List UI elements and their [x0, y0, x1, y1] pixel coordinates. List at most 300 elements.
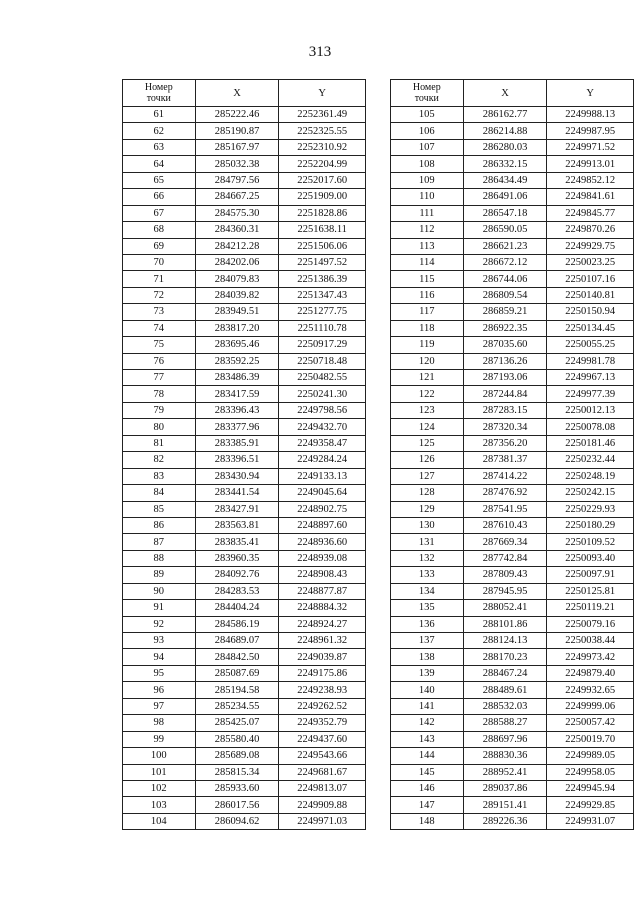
x-coordinate-cell: 289226.36 — [463, 813, 547, 829]
y-coordinate-cell: 2250232.44 — [547, 452, 634, 468]
y-coordinate-cell: 2250093.40 — [547, 550, 634, 566]
table-row — [391, 550, 634, 566]
table-row — [123, 123, 366, 139]
y-coordinate-cell: 2251638.11 — [279, 222, 366, 238]
point-number-cell: 134 — [391, 583, 464, 599]
x-coordinate-cell: 286859.21 — [463, 304, 547, 320]
y-coordinate-cell: 2249852.12 — [547, 172, 634, 188]
x-coordinate-cell: 283377.96 — [195, 419, 279, 435]
x-coordinate-cell: 283385.91 — [195, 435, 279, 451]
x-coordinate-cell: 288052.41 — [463, 600, 547, 616]
x-coordinate-cell: 286332.15 — [463, 156, 547, 172]
point-number-cell: 102 — [123, 780, 196, 796]
point-number-cell: 101 — [123, 764, 196, 780]
y-coordinate-cell: 2248939.08 — [279, 550, 366, 566]
x-coordinate-cell: 289037.86 — [463, 780, 547, 796]
y-coordinate-cell: 2249798.56 — [279, 402, 366, 418]
x-coordinate-cell: 288489.61 — [463, 682, 547, 698]
x-coordinate-cell: 284667.25 — [195, 189, 279, 205]
x-coordinate-cell: 285190.87 — [195, 123, 279, 139]
table-row — [123, 468, 366, 484]
table-row — [123, 254, 366, 270]
point-number-cell: 115 — [391, 271, 464, 287]
y-coordinate-cell: 2249262.52 — [279, 698, 366, 714]
table-row — [391, 665, 634, 681]
y-coordinate-cell: 2249971.03 — [279, 813, 366, 829]
x-coordinate-cell: 288830.36 — [463, 748, 547, 764]
point-number-cell: 104 — [123, 813, 196, 829]
point-number-cell: 91 — [123, 600, 196, 616]
point-number-cell: 79 — [123, 402, 196, 418]
table-row — [123, 205, 366, 221]
point-number-cell: 143 — [391, 731, 464, 747]
y-coordinate-cell: 2248936.60 — [279, 534, 366, 550]
y-coordinate-cell: 2249977.39 — [547, 386, 634, 402]
y-coordinate-cell: 2249931.07 — [547, 813, 634, 829]
header-x: X — [195, 80, 279, 107]
point-number-cell: 130 — [391, 517, 464, 533]
x-coordinate-cell: 287945.95 — [463, 583, 547, 599]
x-coordinate-cell: 283563.81 — [195, 517, 279, 533]
y-coordinate-cell: 2249973.42 — [547, 649, 634, 665]
table-row — [123, 764, 366, 780]
table-row — [123, 633, 366, 649]
table-row — [123, 731, 366, 747]
y-coordinate-cell: 2250150.94 — [547, 304, 634, 320]
y-coordinate-cell: 2249967.13 — [547, 370, 634, 386]
y-coordinate-cell: 2249879.40 — [547, 665, 634, 681]
y-coordinate-cell: 2252204.99 — [279, 156, 366, 172]
x-coordinate-cell: 286094.62 — [195, 813, 279, 829]
y-coordinate-cell: 2248884.32 — [279, 600, 366, 616]
table-row — [391, 254, 634, 270]
table-row — [123, 534, 366, 550]
table-row — [391, 386, 634, 402]
point-number-cell: 78 — [123, 386, 196, 402]
y-coordinate-cell: 2250057.42 — [547, 715, 634, 731]
point-number-cell: 62 — [123, 123, 196, 139]
x-coordinate-cell: 284586.19 — [195, 616, 279, 632]
y-coordinate-cell: 2249284.24 — [279, 452, 366, 468]
y-coordinate-cell: 2250078.08 — [547, 419, 634, 435]
x-coordinate-cell: 287136.26 — [463, 353, 547, 369]
y-coordinate-cell: 2248902.75 — [279, 501, 366, 517]
x-coordinate-cell: 286672.12 — [463, 254, 547, 270]
x-coordinate-cell: 285815.34 — [195, 764, 279, 780]
x-coordinate-cell: 286214.88 — [463, 123, 547, 139]
table-row — [391, 600, 634, 616]
point-number-cell: 123 — [391, 402, 464, 418]
y-coordinate-cell: 2250079.16 — [547, 616, 634, 632]
point-number-cell: 109 — [391, 172, 464, 188]
x-coordinate-cell: 289151.41 — [463, 797, 547, 813]
table-row — [391, 731, 634, 747]
header-point-number: Номер точки — [391, 80, 464, 107]
x-coordinate-cell: 286547.18 — [463, 205, 547, 221]
y-coordinate-cell: 2250119.21 — [547, 600, 634, 616]
y-coordinate-cell: 2251277.75 — [279, 304, 366, 320]
x-coordinate-cell: 285933.60 — [195, 780, 279, 796]
point-number-cell: 140 — [391, 682, 464, 698]
x-coordinate-cell: 285087.69 — [195, 665, 279, 681]
y-coordinate-cell: 2249929.85 — [547, 797, 634, 813]
y-coordinate-cell: 2249437.60 — [279, 731, 366, 747]
y-coordinate-cell: 2248961.32 — [279, 633, 366, 649]
table-row — [123, 550, 366, 566]
y-coordinate-cell: 2249932.65 — [547, 682, 634, 698]
x-coordinate-cell: 283949.51 — [195, 304, 279, 320]
x-coordinate-cell: 288467.24 — [463, 665, 547, 681]
y-coordinate-cell: 2249543.66 — [279, 748, 366, 764]
point-number-cell: 80 — [123, 419, 196, 435]
x-coordinate-cell: 285167.97 — [195, 139, 279, 155]
y-coordinate-cell: 2249352.79 — [279, 715, 366, 731]
table-row — [391, 205, 634, 221]
x-coordinate-cell: 288170.23 — [463, 649, 547, 665]
table-row — [391, 419, 634, 435]
x-coordinate-cell: 287356.20 — [463, 435, 547, 451]
x-coordinate-cell: 286434.49 — [463, 172, 547, 188]
y-coordinate-cell: 2248897.60 — [279, 517, 366, 533]
point-number-cell: 68 — [123, 222, 196, 238]
point-number-cell: 73 — [123, 304, 196, 320]
x-coordinate-cell: 288532.03 — [463, 698, 547, 714]
x-coordinate-cell: 286017.56 — [195, 797, 279, 813]
x-coordinate-cell: 286809.54 — [463, 287, 547, 303]
table-row — [391, 139, 634, 155]
x-coordinate-cell: 283835.41 — [195, 534, 279, 550]
table-row — [391, 616, 634, 632]
table-row — [391, 452, 634, 468]
point-number-cell: 96 — [123, 682, 196, 698]
table-row — [123, 353, 366, 369]
table-row — [123, 501, 366, 517]
x-coordinate-cell: 284404.24 — [195, 600, 279, 616]
x-coordinate-cell: 284797.56 — [195, 172, 279, 188]
y-coordinate-cell: 2250097.91 — [547, 567, 634, 583]
point-number-cell: 133 — [391, 567, 464, 583]
table-row — [123, 485, 366, 501]
x-coordinate-cell: 283417.59 — [195, 386, 279, 402]
table-row — [391, 534, 634, 550]
y-coordinate-cell: 2249988.13 — [547, 107, 634, 123]
x-coordinate-cell: 284079.83 — [195, 271, 279, 287]
table-row — [123, 698, 366, 714]
table-row — [391, 517, 634, 533]
table-row — [123, 649, 366, 665]
y-coordinate-cell: 2250242.15 — [547, 485, 634, 501]
x-coordinate-cell: 284212.28 — [195, 238, 279, 254]
table-row — [123, 402, 366, 418]
table-row — [123, 517, 366, 533]
point-number-cell: 112 — [391, 222, 464, 238]
x-coordinate-cell: 284842.50 — [195, 649, 279, 665]
x-coordinate-cell: 286491.06 — [463, 189, 547, 205]
point-number-cell: 92 — [123, 616, 196, 632]
table-row — [123, 715, 366, 731]
table-row — [391, 764, 634, 780]
point-number-cell: 84 — [123, 485, 196, 501]
y-coordinate-cell: 2249841.61 — [547, 189, 634, 205]
y-coordinate-cell: 2249045.64 — [279, 485, 366, 501]
point-number-cell: 131 — [391, 534, 464, 550]
table-row — [123, 780, 366, 796]
x-coordinate-cell: 284092.76 — [195, 567, 279, 583]
y-coordinate-cell: 2249133.13 — [279, 468, 366, 484]
x-coordinate-cell: 285194.58 — [195, 682, 279, 698]
y-coordinate-cell: 2250180.29 — [547, 517, 634, 533]
x-coordinate-cell: 284689.07 — [195, 633, 279, 649]
y-coordinate-cell: 2249958.05 — [547, 764, 634, 780]
y-coordinate-cell: 2250019.70 — [547, 731, 634, 747]
y-coordinate-cell: 2250107.16 — [547, 271, 634, 287]
point-number-cell: 141 — [391, 698, 464, 714]
x-coordinate-cell: 283592.25 — [195, 353, 279, 369]
coordinates-table-right — [390, 79, 634, 830]
coordinates-table-left — [122, 79, 366, 830]
table-row — [123, 320, 366, 336]
y-coordinate-cell: 2251497.52 — [279, 254, 366, 270]
table-header-row — [123, 80, 366, 107]
table-row — [123, 435, 366, 451]
y-coordinate-cell: 2249813.07 — [279, 780, 366, 796]
y-coordinate-cell: 2250140.81 — [547, 287, 634, 303]
y-coordinate-cell: 2250917.29 — [279, 337, 366, 353]
table-row — [391, 320, 634, 336]
point-number-cell: 70 — [123, 254, 196, 270]
point-number-cell: 71 — [123, 271, 196, 287]
table-row — [391, 468, 634, 484]
x-coordinate-cell: 287414.22 — [463, 468, 547, 484]
point-number-cell: 103 — [123, 797, 196, 813]
table-row — [391, 370, 634, 386]
x-coordinate-cell: 285425.07 — [195, 715, 279, 731]
table-row — [391, 353, 634, 369]
y-coordinate-cell: 2249971.52 — [547, 139, 634, 155]
table-row — [123, 337, 366, 353]
table-row — [123, 139, 366, 155]
x-coordinate-cell: 285222.46 — [195, 107, 279, 123]
point-number-cell: 113 — [391, 238, 464, 254]
x-coordinate-cell: 287669.34 — [463, 534, 547, 550]
table-row — [391, 649, 634, 665]
point-number-cell: 116 — [391, 287, 464, 303]
point-number-cell: 122 — [391, 386, 464, 402]
point-number-cell: 74 — [123, 320, 196, 336]
y-coordinate-cell: 2249238.93 — [279, 682, 366, 698]
point-number-cell: 67 — [123, 205, 196, 221]
y-coordinate-cell: 2249358.47 — [279, 435, 366, 451]
y-coordinate-cell: 2249987.95 — [547, 123, 634, 139]
table-row — [123, 189, 366, 205]
y-coordinate-cell: 2251828.86 — [279, 205, 366, 221]
y-coordinate-cell: 2248924.27 — [279, 616, 366, 632]
table-row — [391, 797, 634, 813]
x-coordinate-cell: 287381.37 — [463, 452, 547, 468]
point-number-cell: 148 — [391, 813, 464, 829]
y-coordinate-cell: 2249845.77 — [547, 205, 634, 221]
point-number-cell: 77 — [123, 370, 196, 386]
table-row — [391, 633, 634, 649]
table-row — [391, 271, 634, 287]
y-coordinate-cell: 2249175.86 — [279, 665, 366, 681]
x-coordinate-cell: 288588.27 — [463, 715, 547, 731]
point-number-cell: 114 — [391, 254, 464, 270]
table-row — [123, 419, 366, 435]
table-row — [391, 435, 634, 451]
point-number-cell: 64 — [123, 156, 196, 172]
point-number-cell: 137 — [391, 633, 464, 649]
point-number-cell: 111 — [391, 205, 464, 221]
x-coordinate-cell: 283695.46 — [195, 337, 279, 353]
table-row — [391, 172, 634, 188]
point-number-cell: 105 — [391, 107, 464, 123]
y-coordinate-cell: 2252017.60 — [279, 172, 366, 188]
point-number-cell: 66 — [123, 189, 196, 205]
y-coordinate-cell: 2249039.87 — [279, 649, 366, 665]
point-number-cell: 117 — [391, 304, 464, 320]
point-number-cell: 119 — [391, 337, 464, 353]
table-row — [123, 222, 366, 238]
y-coordinate-cell: 2250055.25 — [547, 337, 634, 353]
point-number-cell: 142 — [391, 715, 464, 731]
point-number-cell: 65 — [123, 172, 196, 188]
y-coordinate-cell: 2250023.25 — [547, 254, 634, 270]
point-number-cell: 97 — [123, 698, 196, 714]
point-number-cell: 144 — [391, 748, 464, 764]
x-coordinate-cell: 284283.53 — [195, 583, 279, 599]
point-number-cell: 139 — [391, 665, 464, 681]
point-number-cell: 126 — [391, 452, 464, 468]
point-number-cell: 94 — [123, 649, 196, 665]
point-number-cell: 118 — [391, 320, 464, 336]
table-row — [391, 222, 634, 238]
y-coordinate-cell: 2248908.43 — [279, 567, 366, 583]
x-coordinate-cell: 284039.82 — [195, 287, 279, 303]
table-row — [123, 238, 366, 254]
y-coordinate-cell: 2249981.78 — [547, 353, 634, 369]
table-row — [123, 748, 366, 764]
point-number-cell: 135 — [391, 600, 464, 616]
y-coordinate-cell: 2250241.30 — [279, 386, 366, 402]
table-row — [123, 172, 366, 188]
y-coordinate-cell: 2250109.52 — [547, 534, 634, 550]
x-coordinate-cell: 283396.43 — [195, 402, 279, 418]
x-coordinate-cell: 288697.96 — [463, 731, 547, 747]
header-y: Y — [547, 80, 634, 107]
point-number-cell: 106 — [391, 123, 464, 139]
point-number-cell: 69 — [123, 238, 196, 254]
x-coordinate-cell: 287320.34 — [463, 419, 547, 435]
y-coordinate-cell: 2249681.67 — [279, 764, 366, 780]
y-coordinate-cell: 2251110.78 — [279, 320, 366, 336]
point-number-cell: 89 — [123, 567, 196, 583]
point-number-cell: 146 — [391, 780, 464, 796]
table-header-row — [391, 80, 634, 107]
table-row — [391, 337, 634, 353]
point-number-cell: 120 — [391, 353, 464, 369]
x-coordinate-cell: 283441.54 — [195, 485, 279, 501]
x-coordinate-cell: 283430.94 — [195, 468, 279, 484]
table-row — [391, 189, 634, 205]
point-number-cell: 86 — [123, 517, 196, 533]
x-coordinate-cell: 287541.95 — [463, 501, 547, 517]
x-coordinate-cell: 288124.13 — [463, 633, 547, 649]
point-number-cell: 147 — [391, 797, 464, 813]
y-coordinate-cell: 2250248.19 — [547, 468, 634, 484]
table-row — [123, 107, 366, 123]
point-number-cell: 99 — [123, 731, 196, 747]
x-coordinate-cell: 287476.92 — [463, 485, 547, 501]
table-row — [123, 665, 366, 681]
table-row — [391, 485, 634, 501]
y-coordinate-cell: 2248877.87 — [279, 583, 366, 599]
table-row — [391, 682, 634, 698]
x-coordinate-cell: 286280.03 — [463, 139, 547, 155]
point-number-cell: 61 — [123, 107, 196, 123]
x-coordinate-cell: 283396.51 — [195, 452, 279, 468]
point-number-cell: 83 — [123, 468, 196, 484]
y-coordinate-cell: 2252325.55 — [279, 123, 366, 139]
point-number-cell: 95 — [123, 665, 196, 681]
y-coordinate-cell: 2249432.70 — [279, 419, 366, 435]
table-row — [391, 402, 634, 418]
y-coordinate-cell: 2251386.39 — [279, 271, 366, 287]
x-coordinate-cell: 284360.31 — [195, 222, 279, 238]
table-row — [391, 501, 634, 517]
point-number-cell: 129 — [391, 501, 464, 517]
table-row — [123, 583, 366, 599]
point-number-cell: 81 — [123, 435, 196, 451]
point-number-cell: 121 — [391, 370, 464, 386]
y-coordinate-cell: 2251347.43 — [279, 287, 366, 303]
point-number-cell: 90 — [123, 583, 196, 599]
point-number-cell: 88 — [123, 550, 196, 566]
x-coordinate-cell: 288952.41 — [463, 764, 547, 780]
point-number-cell: 128 — [391, 485, 464, 501]
y-coordinate-cell: 2250482.55 — [279, 370, 366, 386]
x-coordinate-cell: 284202.06 — [195, 254, 279, 270]
table-row — [391, 813, 634, 829]
x-coordinate-cell: 285580.40 — [195, 731, 279, 747]
point-number-cell: 124 — [391, 419, 464, 435]
table-row — [123, 813, 366, 829]
y-coordinate-cell: 2252310.92 — [279, 139, 366, 155]
x-coordinate-cell: 283960.35 — [195, 550, 279, 566]
table-row — [391, 715, 634, 731]
table-row — [391, 287, 634, 303]
table-row — [123, 567, 366, 583]
point-number-cell: 110 — [391, 189, 464, 205]
y-coordinate-cell: 2250134.45 — [547, 320, 634, 336]
y-coordinate-cell: 2249929.75 — [547, 238, 634, 254]
x-coordinate-cell: 287610.43 — [463, 517, 547, 533]
x-coordinate-cell: 287283.15 — [463, 402, 547, 418]
table-row — [391, 698, 634, 714]
point-number-cell: 132 — [391, 550, 464, 566]
table-row — [123, 370, 366, 386]
point-number-cell: 85 — [123, 501, 196, 517]
header-x: X — [463, 80, 547, 107]
x-coordinate-cell: 287244.84 — [463, 386, 547, 402]
header-y: Y — [279, 80, 366, 107]
x-coordinate-cell: 287809.43 — [463, 567, 547, 583]
y-coordinate-cell: 2250718.48 — [279, 353, 366, 369]
point-number-cell: 138 — [391, 649, 464, 665]
x-coordinate-cell: 285234.55 — [195, 698, 279, 714]
table-row — [391, 780, 634, 796]
y-coordinate-cell: 2249870.26 — [547, 222, 634, 238]
